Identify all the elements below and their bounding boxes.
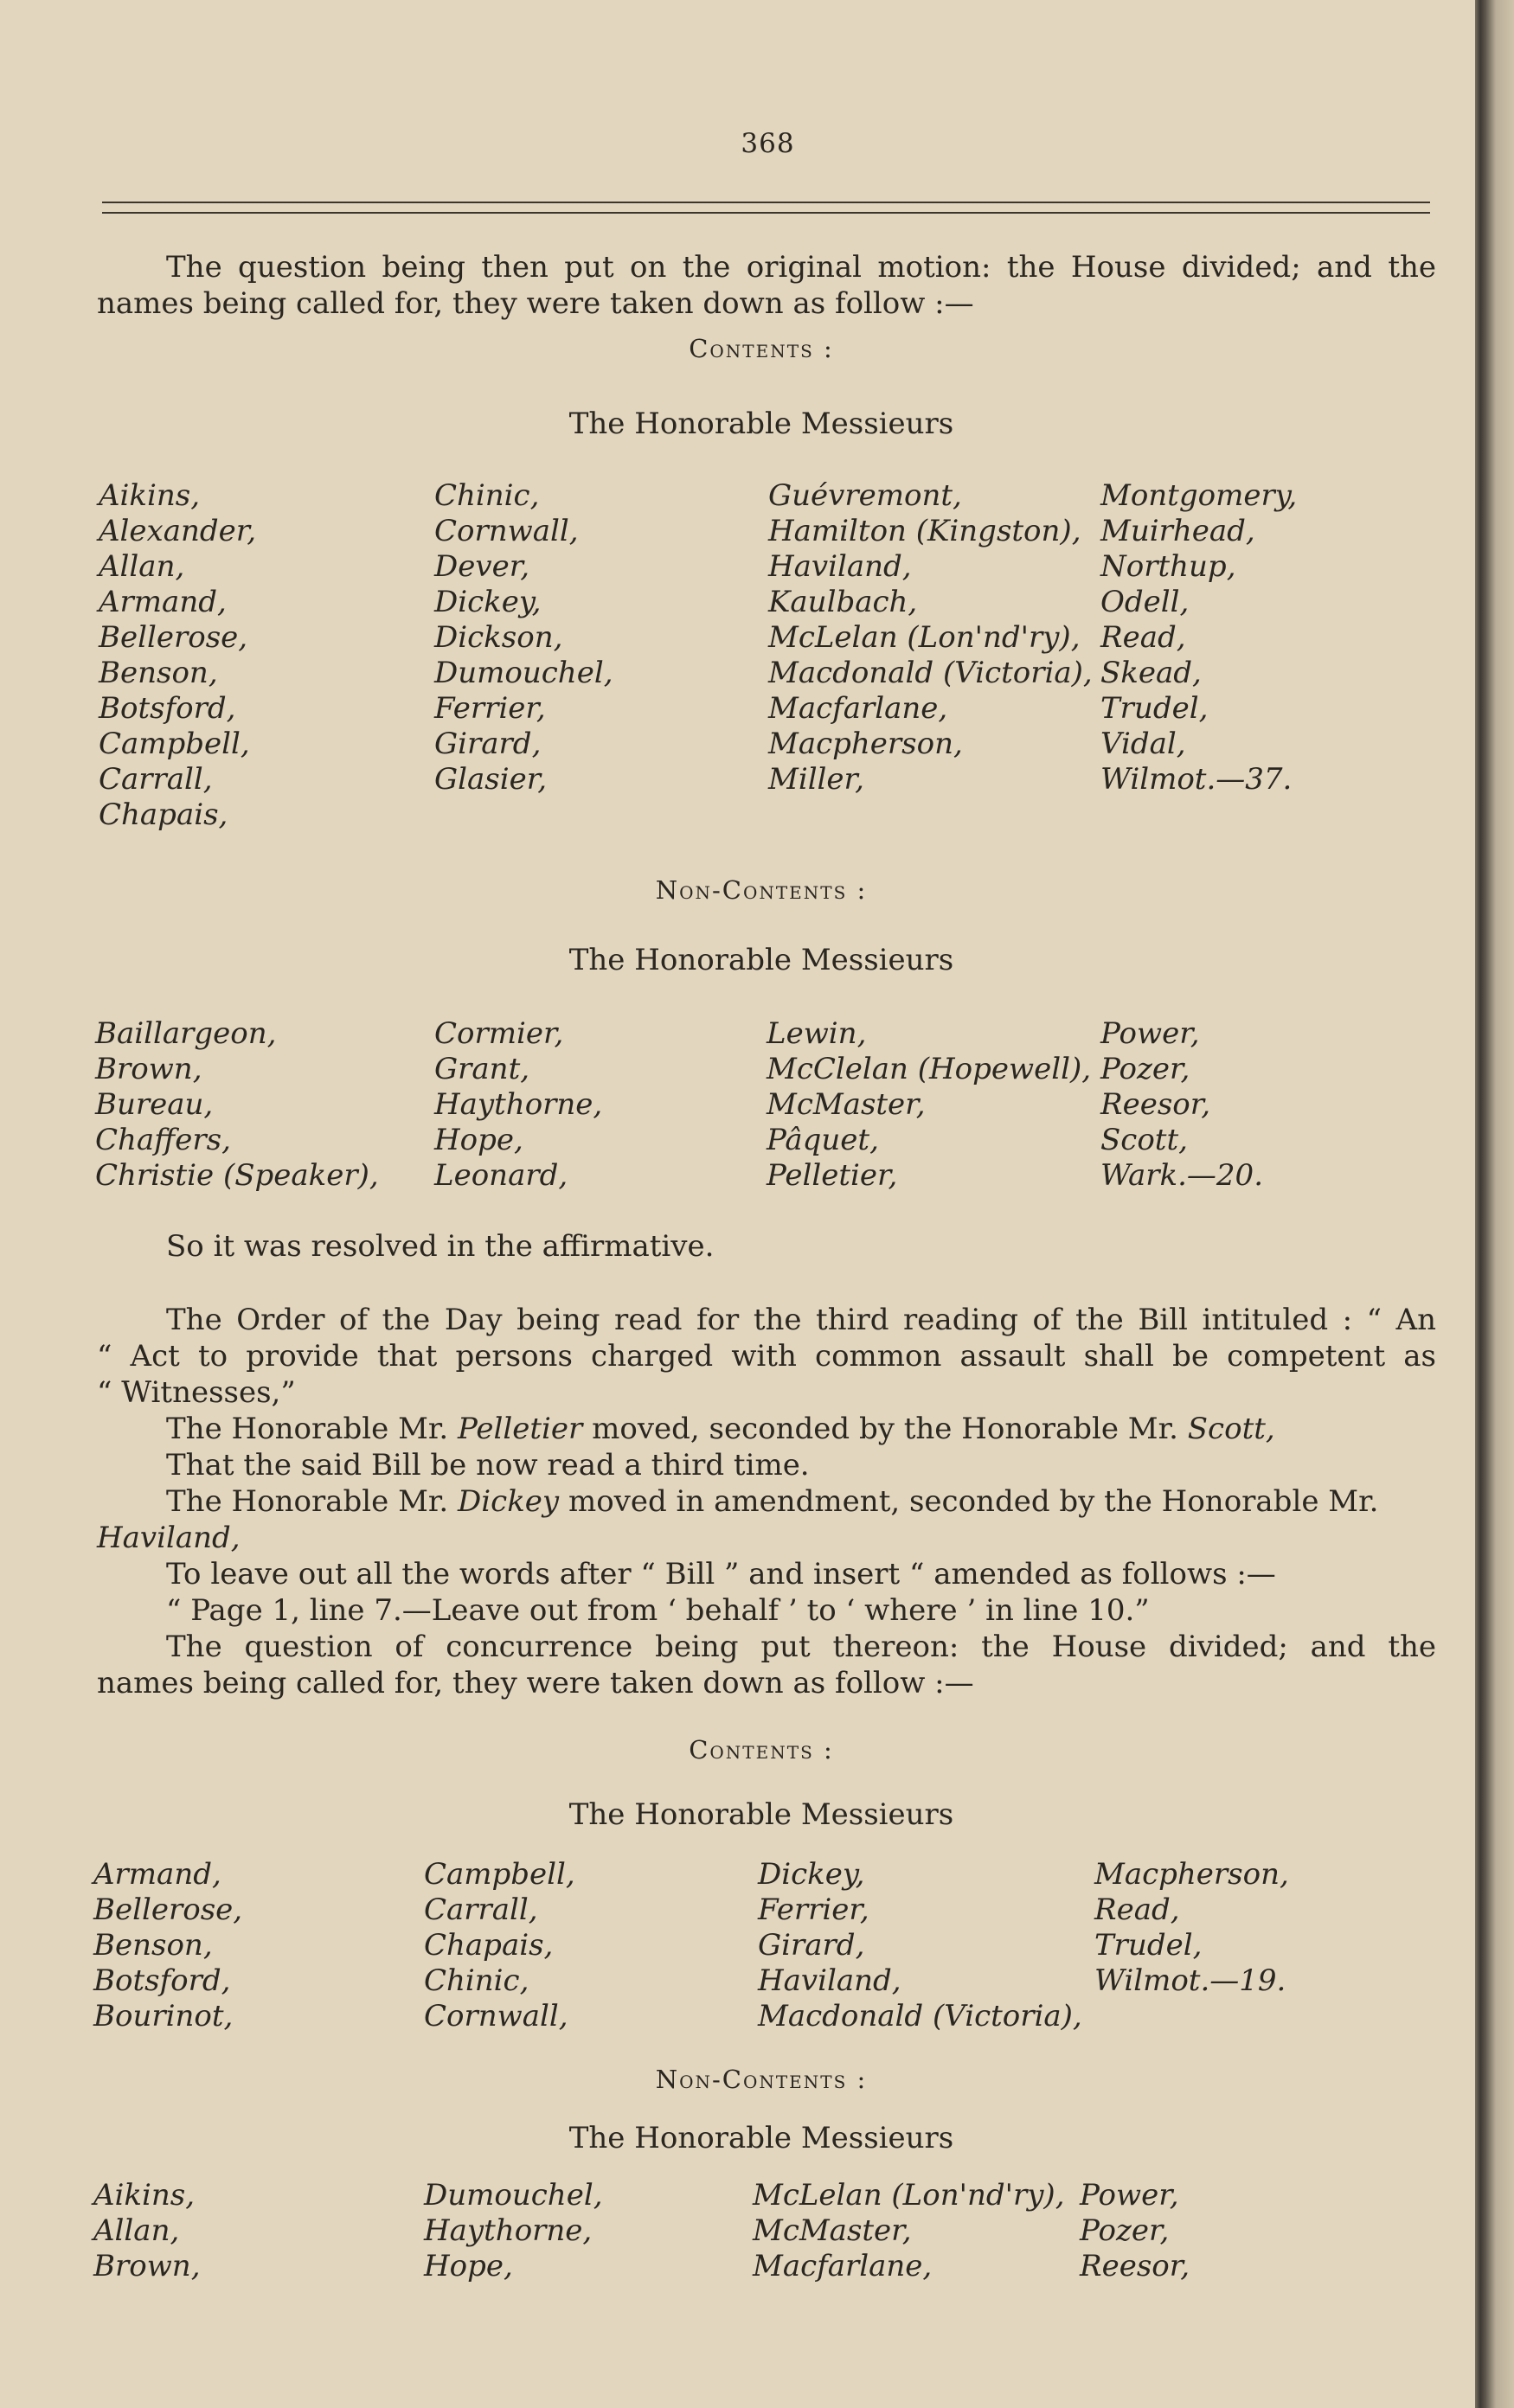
member-name: Vidal, (1100, 727, 1186, 761)
member-name: Macdonald (Victoria), (768, 656, 1093, 690)
member-name: Power, (1080, 2178, 1179, 2213)
member-name: Trudel, (1094, 1928, 1203, 1963)
text-line: To leave out all the words after “ Bill ” and insert “ amended as follows :— (166, 1557, 1276, 1591)
member-name: Bureau, (95, 1087, 214, 1122)
member-name: Macpherson, (1094, 1857, 1289, 1892)
member-name: Grant, (434, 1052, 530, 1086)
member-name: Chinic, (434, 478, 540, 513)
member-name: Girard, (758, 1928, 865, 1963)
member-name: Dumouchel, (424, 2178, 603, 2213)
member-name: Dumouchel, (434, 656, 613, 690)
contents-2-column-3 (758, 1857, 1082, 2034)
text-line: “ Act to provide that persons charged with common assault shall be competent as (97, 1339, 1436, 1374)
member-name: Ferrier, (758, 1892, 869, 1927)
member-name: Alexander, (99, 514, 257, 548)
member-name: Scott, (1187, 1412, 1275, 1446)
member-name: Bellerose, (99, 620, 248, 655)
member-name: Reesor, (1080, 2249, 1190, 2283)
amendment-seconder-line (97, 1520, 1436, 1556)
member-name: Armand, (93, 1857, 221, 1892)
header-rule-top (102, 202, 1430, 203)
text-fragment: moved, seconded by the Honorable Mr. (582, 1412, 1188, 1446)
contents-heading: Contents : (689, 334, 834, 363)
non-contents-heading: Non-Contents : (655, 875, 868, 905)
book-spine-edge (1475, 0, 1514, 2408)
member-name: Benson, (93, 1928, 213, 1963)
member-name: Pelletier, (767, 1158, 898, 1193)
member-name: Northup, (1100, 549, 1236, 584)
member-name: Hamilton (Kingston), (768, 514, 1081, 548)
member-name: Campbell, (99, 727, 250, 761)
member-name: Haythorne, (434, 1087, 603, 1122)
member-name: Botsford, (93, 1963, 231, 1998)
member-name: Carrall, (424, 1892, 538, 1927)
member-name: Christie (Speaker), (95, 1158, 379, 1193)
text-line: So it was resolved in the affirmative. (166, 1229, 715, 1264)
member-name: Allan, (93, 2213, 180, 2248)
member-name: Skead, (1100, 656, 1202, 690)
member-name: Leonard, (434, 1158, 568, 1193)
non-contents-2-column-1 (93, 2178, 201, 2284)
member-name: Ferrier, (434, 691, 546, 726)
member-name: Campbell, (424, 1857, 575, 1892)
member-name: Brown, (95, 1052, 202, 1086)
non-contents-2-column-4 (1080, 2178, 1190, 2284)
contents-column-3 (768, 478, 1093, 797)
member-name: Dever, (434, 549, 530, 584)
contents-column-1 (99, 478, 256, 833)
header-rule-bottom (102, 212, 1430, 214)
contents-heading-2: Contents : (689, 1735, 834, 1764)
resolved-line (97, 1228, 1436, 1265)
division-intro-paragraph (97, 249, 1436, 322)
non-contents-column-3 (767, 1016, 1091, 1194)
member-name: Hope, (434, 1123, 523, 1157)
member-name: Read, (1100, 620, 1186, 655)
text-line: That the said Bill be now read a third time. (166, 1448, 810, 1483)
text-fragment: The Honorable Mr. (166, 1412, 459, 1446)
member-name: Reesor, (1100, 1087, 1211, 1122)
member-name: Benson, (99, 656, 218, 690)
member-name: Cormier, (434, 1016, 564, 1051)
member-name: Cornwall, (424, 1999, 568, 2033)
non-contents-column-2 (434, 1016, 602, 1194)
member-name: Dickey (458, 1484, 560, 1519)
member-name: Pozer, (1100, 1052, 1190, 1086)
member-name: Haviland, (758, 1963, 901, 1998)
member-name: Aikins, (93, 2178, 196, 2213)
contents-2-column-4 (1094, 1857, 1289, 1999)
member-name: Kaulbach, (768, 585, 918, 619)
non-contents-column-4 (1100, 1016, 1263, 1194)
contents-subheading: The Honorable Messieurs (568, 407, 954, 441)
member-name: Haythorne, (424, 2213, 593, 2248)
member-name: McLelan (Lon'nd'ry), (768, 620, 1081, 655)
member-name: Hope, (424, 2249, 513, 2283)
member-name: Pâquet, (767, 1123, 879, 1157)
member-name: Wilmot.—19. (1094, 1963, 1286, 1998)
motion-line (97, 1411, 1436, 1447)
text-line: “ Witnesses,” (97, 1375, 296, 1410)
text-line: The question of concurrence being put thereon: the House divided; and the (166, 1630, 1436, 1664)
member-name: Glasier, (434, 762, 548, 797)
member-name: Chinic, (424, 1963, 529, 1998)
contents-2-column-2 (424, 1857, 575, 2034)
page-number: 368 (741, 128, 795, 159)
member-name: Dickey, (758, 1857, 865, 1892)
member-name: Bellerose, (93, 1892, 243, 1927)
member-name: McLelan (Lon'nd'ry), (753, 2178, 1065, 2213)
non-contents-subheading: The Honorable Messieurs (568, 943, 954, 977)
member-name: Macfarlane, (753, 2249, 933, 2283)
contents-column-4 (1100, 478, 1297, 797)
member-name: Macpherson, (768, 727, 963, 761)
contents-subheading-2: The Honorable Messieurs (568, 1797, 954, 1832)
contents-column-2 (434, 478, 613, 797)
non-contents-heading-2: Non-Contents : (655, 2065, 868, 2094)
member-name: Pozer, (1080, 2213, 1170, 2248)
text-line: The question being then put on the original motion: the House divided; and the (166, 250, 1436, 285)
member-name: Haviland, (768, 549, 912, 584)
member-name: Chaffers, (95, 1123, 231, 1157)
text-line: names being called for, they were taken down as follow :— (97, 1666, 974, 1700)
non-contents-2-column-3 (753, 2178, 1065, 2284)
member-name: Girard, (434, 727, 542, 761)
member-name: McClelan (Hopewell), (767, 1052, 1092, 1086)
member-name: Odell, (1100, 585, 1190, 619)
member-name: Wilmot.—37. (1100, 762, 1293, 797)
member-name: Guévremont, (768, 478, 962, 513)
text-line: names being called for, they were taken down as follow :— (97, 286, 974, 321)
member-name: Power, (1100, 1016, 1200, 1051)
member-name: Brown, (93, 2249, 201, 2283)
member-name: Montgomery, (1100, 478, 1298, 513)
member-name: Scott, (1100, 1123, 1188, 1157)
member-name: Cornwall, (434, 514, 579, 548)
order-of-the-day-paragraph (97, 1302, 1436, 1701)
member-name: Baillargeon, (95, 1016, 277, 1051)
member-name: McMaster, (753, 2213, 912, 2248)
text-line: “ Page 1, line 7.—Leave out from ‘ behalf ’ to ‘ where ’ in line 10.” (166, 1593, 1150, 1628)
member-name: Trudel, (1100, 691, 1209, 726)
non-contents-2-column-2 (424, 2178, 603, 2284)
non-contents-subheading-2: The Honorable Messieurs (568, 2121, 954, 2155)
member-name: Lewin, (767, 1016, 867, 1051)
member-name: Wark.—20. (1100, 1158, 1263, 1193)
member-name: Read, (1094, 1892, 1180, 1927)
contents-2-column-1 (93, 1857, 242, 2034)
member-name: Dickey, (434, 585, 542, 619)
member-name: Allan, (99, 549, 185, 584)
member-name: Bourinot, (93, 1999, 234, 2033)
text-line: The Order of the Day being read for the third reading of the Bill intituled : “ An (166, 1303, 1436, 1337)
member-name: McMaster, (767, 1087, 926, 1122)
member-name: Miller, (768, 762, 864, 797)
member-name: Chapais, (424, 1928, 554, 1963)
member-name: Macfarlane, (768, 691, 948, 726)
member-name: Muirhead, (1100, 514, 1255, 548)
text-fragment: moved in amendment, seconded by the Honorable Mr. (559, 1484, 1379, 1519)
text-fragment: The Honorable Mr. (166, 1484, 459, 1519)
member-name: Macdonald (Victoria), (758, 1999, 1082, 2033)
member-name: Carrall, (99, 762, 213, 797)
member-name: Aikins, (99, 478, 201, 513)
member-name: Botsford, (99, 691, 236, 726)
member-name: Pelletier (458, 1412, 583, 1446)
member-name: Armand, (99, 585, 227, 619)
non-contents-column-1 (95, 1016, 379, 1194)
member-name: Dickson, (434, 620, 563, 655)
member-name: Chapais, (99, 797, 228, 832)
member-name: Haviland, (97, 1521, 241, 1555)
amendment-line (97, 1483, 1436, 1520)
